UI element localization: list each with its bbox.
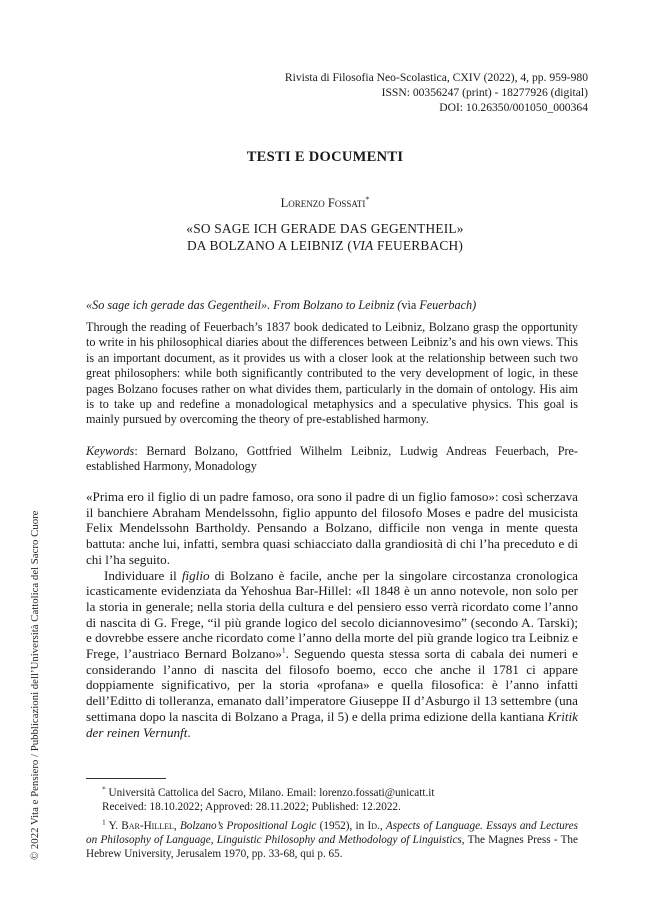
fn2-sep-a: , — [173, 820, 180, 832]
keywords-text: : Bernard Bolzano, Gottfried Wilhelm Leibniz, Ludwig Andreas Feuerbach, Pre-established Harmony, Monadology — [86, 444, 578, 474]
fn1-affiliation: Università Cattolica del Sacro, Milano. Email: lorenzo.fossati@unicatt.it — [105, 787, 435, 799]
abstract: Through the reading of Feuerbach’s 1837 book dedicated to Leibniz, Bolzano grasp the opportunity to write in his philosophical diaries about the differences between Leibniz’s and his own views. This is an important document, as it provides us with a closer look at the relationship between such two great philosophers: while both significantly contributed to the very development of logic, in these pages Bolzano focuses rather on what divides them, particularly in the domain of ontology. His aim is to take up and redefine a monadological metaphysics and a speculative physics. This goal is mainly pursued by overcoming the theory of pre-established harmony. — [86, 320, 578, 427]
fn1-dates: Received: 18.10.2022; Approved: 28.11.2022; Published: 12.2022. — [102, 801, 401, 813]
author-name: Lorenzo Fossati — [280, 196, 366, 210]
title-line2-end: FEUERBACH) — [373, 238, 464, 253]
p2-figlio: figlio — [181, 567, 210, 583]
fn2-id: Id. — [367, 820, 380, 832]
doi-line: DOI: 10.26350/001050_000364 — [439, 101, 588, 114]
title-line2-start: DA BOLZANO A LEIBNIZ ( — [186, 238, 353, 253]
author-footnote-mark: * — [365, 194, 370, 204]
english-title — [86, 298, 578, 313]
keywords — [86, 444, 578, 475]
english-title-end: Feuerbach) — [416, 298, 477, 312]
fn2-aspects-title: Aspects of Language. Essays and Lectures on Philosophy of Language, Linguistic Philosophy and Methodology of Linguistics — [86, 820, 579, 846]
fn2-sep-c: , — [379, 820, 386, 832]
article-title-line1: «SO SAGE ICH GERADE DAS GEGENTHEIL» — [186, 221, 464, 236]
article-title-line2 — [0, 237, 650, 254]
body-paragraph-2 — [86, 568, 578, 741]
p2-part-b: di Bolzano è facile, anche per la singolare circostanza cronologica icasticamente evidenziata da Yehoshua Bar-Hillel: «Il 1848 è un anno notevole, non solo per la storia in generale; nella storia della cultura e del pensiero esso verrà ricordato come l’anno di nascita di G. Frege, “il più grande logico del secolo diciannovesimo” (secondo A. Tarski); e dovrebbe essere anche ricordato come l’anno della morte del più grande logico tra Leibniz e Frege, l’austriaco Bernard Bolzano» — [86, 567, 578, 662]
p2-part-d: . — [187, 724, 191, 740]
footnote-ref-1[interactable]: 1 — [281, 645, 286, 655]
footnote-author — [86, 786, 578, 814]
copyright-side-note: © 2022 Vita e Pensiero / Pubblicazioni dell’Università Cattolica del Sacro Cuore — [29, 510, 41, 860]
fn2-author: Y. Bar-Hillel — [105, 820, 174, 832]
keywords-label: Keywords — [86, 444, 135, 458]
fn2-mark: 1 — [102, 817, 106, 827]
fn2-sep-b: (1952), in — [316, 820, 368, 832]
body-paragraph-1: «Prima ero il figlio di un padre famoso, ora sono il padre di un figlio famoso»: così scherzava il banchiere Abraham Mendelssohn, figlio appunto del filosofo Moses e padre del musicista Felix Mendelssohn Bartholdy. Pensando a Bolzano, difficile non venga in mente questa battuta: anche lui, infatti, sembra quasi schiacciato dalla grandiosità di chi l’ha preceduto e di chi l’ha seguito. — [86, 489, 578, 567]
title-line2-via: VIA — [352, 238, 374, 253]
fn1-mark: * — [102, 784, 106, 794]
english-title-start: «So sage ich gerade das Gegentheil». From Bolzano to Leibniz ( — [86, 298, 402, 312]
article-title — [0, 220, 650, 254]
fn1-first-line — [86, 784, 435, 799]
fn2-publisher: , The Magnes Press - The Hebrew University, Jerusalem 1970, pp. 33-68, qui p. 65. — [86, 834, 578, 860]
journal-citation: Rivista di Filosofia Neo-Scolastica, CXIV (2022), 4, pp. 959-980 — [284, 71, 588, 84]
fn2-book-title: Bolzano’s Propositional Logic — [179, 820, 317, 832]
p2-part-c: . Seguendo questa stessa sorta di cabala dei numeri e considerando l’anno di nascita del filosofo boemo, ecco che anche il 1781 ci appare doppiamente significativo, per la storia «profana» e quella filosofica: è l’anno infatti dell’Editto di tolleranza, emanato dall’imperatore Giuseppe II d’Asburgo il 13 settembre (una settimana dopo la nascita di Bolzano a Praga, il 5) e della prima edizione della kantiana — [86, 646, 578, 724]
english-title-via: via — [401, 298, 417, 312]
body-text — [86, 489, 578, 740]
journal-header — [285, 70, 588, 115]
footnote-1 — [86, 819, 578, 861]
p2-part-a: Individuare il — [104, 567, 182, 583]
footnote-separator — [86, 778, 166, 779]
author-line — [0, 196, 650, 211]
section-title: TESTI E DOCUMENTI — [246, 149, 404, 165]
p2-kritik: Kritik der reinen Vernunft — [86, 708, 578, 740]
issn-line: ISSN: 00356247 (print) - 18277926 (digital) — [381, 86, 588, 99]
